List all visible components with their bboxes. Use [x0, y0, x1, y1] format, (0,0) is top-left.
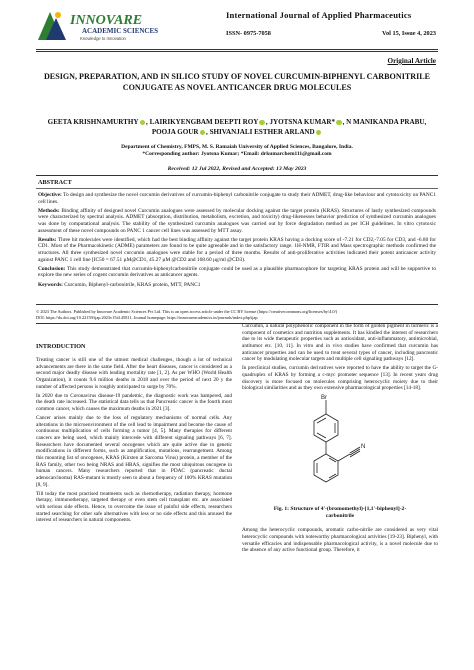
- orcid-icon[interactable]: [259, 120, 265, 126]
- abstract-box: [36, 175, 438, 305]
- author-list: [40, 117, 434, 137]
- abstract-results: Results: Three hit molecules were identified, which had the best binding affinity against the target protein KRAS having a docking score of -7.21 for CD2,-7.05 for CD3, and -6.80 for CD1. Most of the Pharmacokinetic (ADME) parameters are found to be quite agreeable and in the satisfactory range. 1H-NMR, FTIR and Mass spectrographic methods confirmed the structures. All three synthesized novel curcumin analogues were stable for a period of three months. Results of anti-proliferative activities indicated their potent anticancer activity against PANC 1 cell line [IC50 = 67.51 µM@CD1, 45.27 µM @CD2 and 168.60 µg/ml @CD3).: [38, 236, 436, 263]
- right-paragraph-1: Curcumin, a natural polyphenolic component in the form of golden pigment in turmeric is a component of cosmetics and nutrition supplements. It has kindled the interest of researchers due to its wide therapeutic properties such as antioxidant, anti-inflammatory, antimicrobial, antitumor etc. [10, 11]. In vitro and in vivo studies have confirmed that curcumin has anticancer properties and can be used to treat several types of cancer, including pancreatic cancer by modulating molecular targets and multiple cell signaling pathways [12].: [242, 323, 438, 363]
- atom-label-n: N: [361, 444, 366, 451]
- intro-paragraph-3: Cancer arises mainly due to the loss of regulatory mechanisms of normal cells. Any alterations in the microenvironment of the cell lead to impairment and become the cause of continuous multiplication of cells forming a tumor [4, 5]. Many therapies for different cancers are being used, which mainly intercede with different signaling pathways [6, 7]. Researchers have documented several oncogenes which are quite active due to genetic modifications in different forms, such as amplification, mutations, rearrangement. Among this mounting list of oncogenes, KRAS (Kirsten at Sarcoma Virus) protein, a member of the RAS family, other two being NRAS and HRAS, signifies the most ubiquitous oncogene in human cancers. Many researchers reported that in PDAC (pancreatic ductal adenocarcinoma) RAS-mutant is mostly seen to about a frequency of 100% KRAS mutation [8, 9].: [36, 415, 232, 488]
- right-paragraph-3: Among the heterocyclic compounds, aromatic carbo-nitrile are considered as very vital heterocyclic compounds with noteworthy pharmacological activities [19-23]. Biphenyl, with versatile efficacies and indispensable pharmacological activity, is a novel molecule due to the absence of any active functional group. Therefore, it: [242, 527, 438, 554]
- bottom-benzene-ring: [314, 454, 338, 482]
- logo-sub-text: ACADEMIC SCIENCES: [82, 27, 159, 35]
- volume-issue: Vol 15, Issue 4, 2023: [382, 30, 436, 37]
- abstract-keywords: Keywords: Curcumin, Biphenyl-carbonitrile, KRAS protein, MTT, PANC1: [38, 281, 201, 288]
- header-rule-2: [36, 51, 438, 52]
- figure-caption: Fig. 1: Structure of 4'-(bromomethyl)-[1,1'-biphenyl]-2- carbonitrile: [273, 506, 407, 520]
- corresponding-author: *Corresponding author: Jyotsna Kumar; *Email: drkumarchem111@gmail.com: [142, 151, 332, 158]
- article-title: DESIGN, PREPARATION, AND IN SILICO STUDY OF NOVEL CURCUMIN-BIPHENYL CARBONITRILE CONJUGATE AS NOVEL ANTICANCER DRUG MOLECULES: [43, 72, 431, 92]
- orcid-icon[interactable]: [140, 120, 146, 126]
- license-line[interactable]: © 2023 The Authors. Published by Innovare Academic Sciences Pvt Ltd. This is an open access article under the CC BY license (https://creativecommons.org/licenses/by/4.0/): [36, 309, 338, 314]
- logo-main-text: INNOVARE: [70, 13, 143, 28]
- bond-to-nitrile: [338, 454, 350, 461]
- author-6: , SHIVANJALI ESTHER ARLAND: [206, 128, 315, 137]
- doi-line[interactable]: DOI: https://dx.doi.org/10.22159/ijap.2023v15i4.45811. Journal homepage: https://innovareacademics.in/journals/index.php/ijap: [36, 314, 258, 320]
- intro-paragraph-2: In 2020 due to Coronavirus disease-19 pandemic, the diagnostic work was hampered, and the death rate increased. The statistical data tells us that Pancreatic cancer is the fourth most common cancer, which causes the maximum deaths in 2021 [3].: [36, 392, 232, 412]
- right-column: [242, 323, 438, 556]
- abstract-objective: Objective: To design and synthesize the novel curcumin derivatives of curcumin-biphenyl carbonitrile conjugate to study their ADMET, drug-like behaviour and cytotoxicity on PANC1 cell lines.: [38, 192, 436, 205]
- issn: ISSN- 0975-7058: [226, 30, 271, 37]
- department: Department of Chemistry, FMPS, M. S. Ramaiah University of Applied Sciences, Bangalore, India.: [121, 144, 353, 150]
- copyright-notice: [36, 309, 438, 324]
- abstract-heading: ABSTRACT: [38, 179, 72, 186]
- atom-label-br: Br: [321, 395, 327, 402]
- introduction-heading: INTRODUCTION: [36, 343, 86, 350]
- author-3: , JYOTSNA KUMAR*: [265, 118, 336, 126]
- journal-header: [0, 0, 474, 52]
- journal-name: International Journal of Applied Pharmaceutics: [226, 10, 412, 20]
- article-type: Original Article: [387, 57, 436, 65]
- affiliation: [40, 144, 434, 158]
- chemical-structure-diagram: [242, 394, 438, 504]
- innovare-logo: [36, 6, 186, 46]
- article-dates: Received: 12 Jul 2022, Revised and Accepted: 13 May 2023: [167, 166, 307, 172]
- figure-1-structure: [242, 394, 438, 504]
- author-1: GEETA KRISHNAMURTHY: [47, 118, 139, 126]
- abstract-rule: [36, 188, 438, 189]
- intro-paragraph-1: Treating cancer is still one of the utmost medical challenges, though a lot of technical advancements are there in the same field. After the heart diseases, cancer is considered as a second major deadly disease with leading mortality rate [1, 2]. As per WHO (World Health Organization), it counts 9.6 million deaths in 2018 and over the period of next 20 y the number of affected persons is roughly anticipated to surge by 70%.: [36, 357, 232, 390]
- logo-tagline: Knowledge to Innovation: [80, 36, 126, 41]
- abstract-body: [38, 192, 436, 291]
- left-column: [36, 343, 232, 526]
- author-5: POOJA GOUR: [151, 128, 199, 137]
- orcid-icon[interactable]: [336, 120, 342, 126]
- author-4: , N MANIKANDA PRABU,: [342, 118, 427, 126]
- abstract-conclusion: Conclusion: This study demonstrated that curcumin-biphenylcarbonitrile conjugate could be used as a plausible pharmacophore for targeting KRAS protein and will be supportive to explore the new series of cogent curcumin derivatives as anticancer agents.: [38, 265, 436, 279]
- orcid-icon[interactable]: [316, 130, 322, 136]
- intro-paragraph-4: Till today the most practised treatments such as chemotherapy, radiation therapy, hormone therapy, immunotherapy, targeted therapy or even stem cell transplant etc. are associated with serious side effects. Hence, to overcome the issue of painful side effects, researchers started searching for other safe alternatives with less or no side effects and this aroused the interest of researchers in natural components.: [36, 490, 232, 524]
- orcid-icon[interactable]: [200, 130, 206, 136]
- header-rule: [36, 49, 438, 50]
- author-2: , LAIRIKYENGBAM DEEPTI ROY: [146, 118, 259, 126]
- right-paragraph-2: In preclinical studies, curcumin derivatives were reported to have the ability to target the G-quadruplex of KRAS by forming a c-myc promoter sequence [13]. In recent years drug discovery is more focused on molecules comprising heterocyclic moiety due to their biological similarities and as they own extensive pharmacological properties [14-18].: [242, 365, 438, 392]
- abstract-methods: Methods: Binding affinity of designed novel Curcumin analogues were assessed by molecular docking against the target protein (KRAS). Structures of lastly synthesized compounds were characterized by spectral analysis. ADMET (absorption, distribution, metabolism, excretion, and toxicity) drug-likenesses behavior prediction of synthesized curcumin analogues was done by computational analysis. The stability of the synthesized curcumin analogues was carried out by force degradation method as per ICH guidelines. In vitro cytotoxic assessment of these novel compounds on PANC 1 cancer cell lines was assessed by MTT assay.: [38, 207, 436, 234]
